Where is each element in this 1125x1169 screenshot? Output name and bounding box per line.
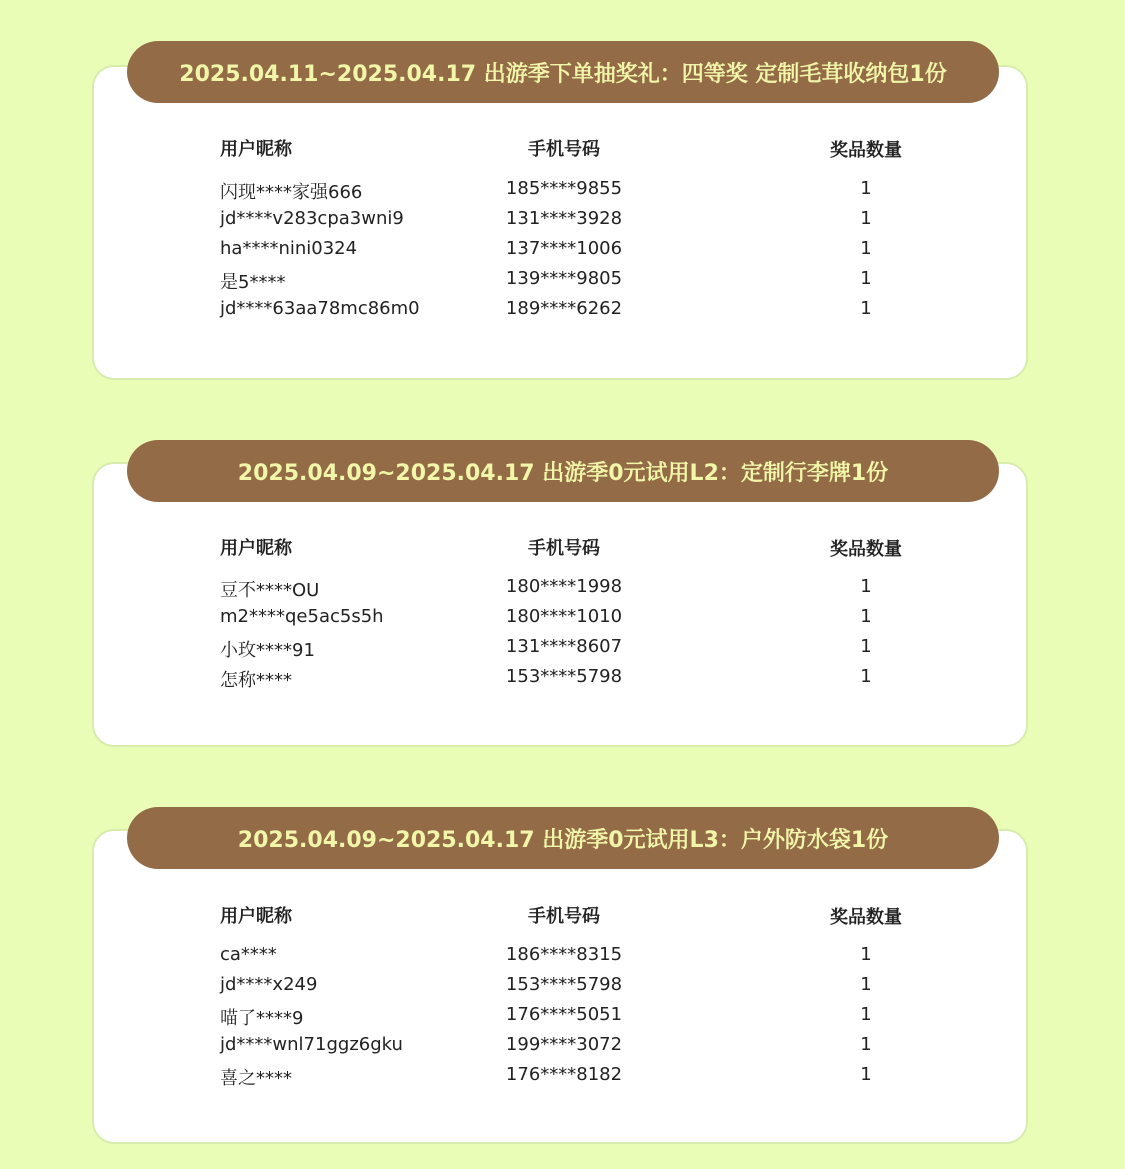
row-nickname: 豆不****OU bbox=[220, 580, 320, 601]
row-nickname: m2****qe5ac5s5h bbox=[220, 606, 384, 627]
row-nickname: 闪现****家强666 bbox=[220, 182, 363, 203]
row-nickname: jd****v283cpa3wni9 bbox=[220, 208, 404, 229]
prize-card-3: 用户昵称 手机号码 奖品数量 ca**** 186****8315 1 jd****x249 153****5798 1 喵了****9 176****5051 1 jd****wnl71ggz6gku 199****3072 1 喜之**** 176****8182 1 bbox=[92, 829, 1028, 1144]
prize-card-1: 用户昵称 手机号码 奖品数量 闪现****家强666 185****9855 1 jd****v283cpa3wni9 131****3928 1 ha****nini0324 137****1006 1 是5**** 139****9805 1 jd****63aa78mc86m0 189****6262 1 bbox=[92, 65, 1028, 380]
row-nickname: 喵了****9 bbox=[220, 1008, 304, 1029]
row-nickname: jd****wnl71ggz6gku bbox=[220, 1034, 403, 1055]
section-title-banner-2: 2025.04.09~2025.04.17 出游季0元试用L2：定制行李牌1份 bbox=[127, 440, 999, 502]
row-nickname: ha****nini0324 bbox=[220, 238, 358, 259]
header-nickname: 用户昵称 bbox=[220, 538, 292, 559]
row-nickname: 是5**** bbox=[220, 272, 286, 293]
section-title-banner-1: 2025.04.11~2025.04.17 出游季下单抽奖礼：四等奖 定制毛茸收纳包1份 bbox=[127, 41, 999, 103]
row-nickname: 喜之**** bbox=[220, 1068, 292, 1089]
row-nickname: 怎称**** bbox=[220, 670, 292, 691]
row-nickname: jd****63aa78mc86m0 bbox=[220, 298, 420, 319]
prize-card-2: 用户昵称 手机号码 奖品数量 豆不****OU 180****1998 1 m2****qe5ac5s5h 180****1010 1 小玫****91 131****8607 1 怎称**** 153****5798 1 bbox=[92, 462, 1028, 747]
header-nickname: 用户昵称 bbox=[220, 906, 292, 927]
row-nickname: ca**** bbox=[220, 944, 277, 965]
section-title-banner-3: 2025.04.09~2025.04.17 出游季0元试用L3：户外防水袋1份 bbox=[127, 807, 999, 869]
header-nickname: 用户昵称 bbox=[220, 139, 292, 160]
row-nickname: 小玫****91 bbox=[220, 640, 315, 661]
row-nickname: jd****x249 bbox=[220, 974, 318, 995]
